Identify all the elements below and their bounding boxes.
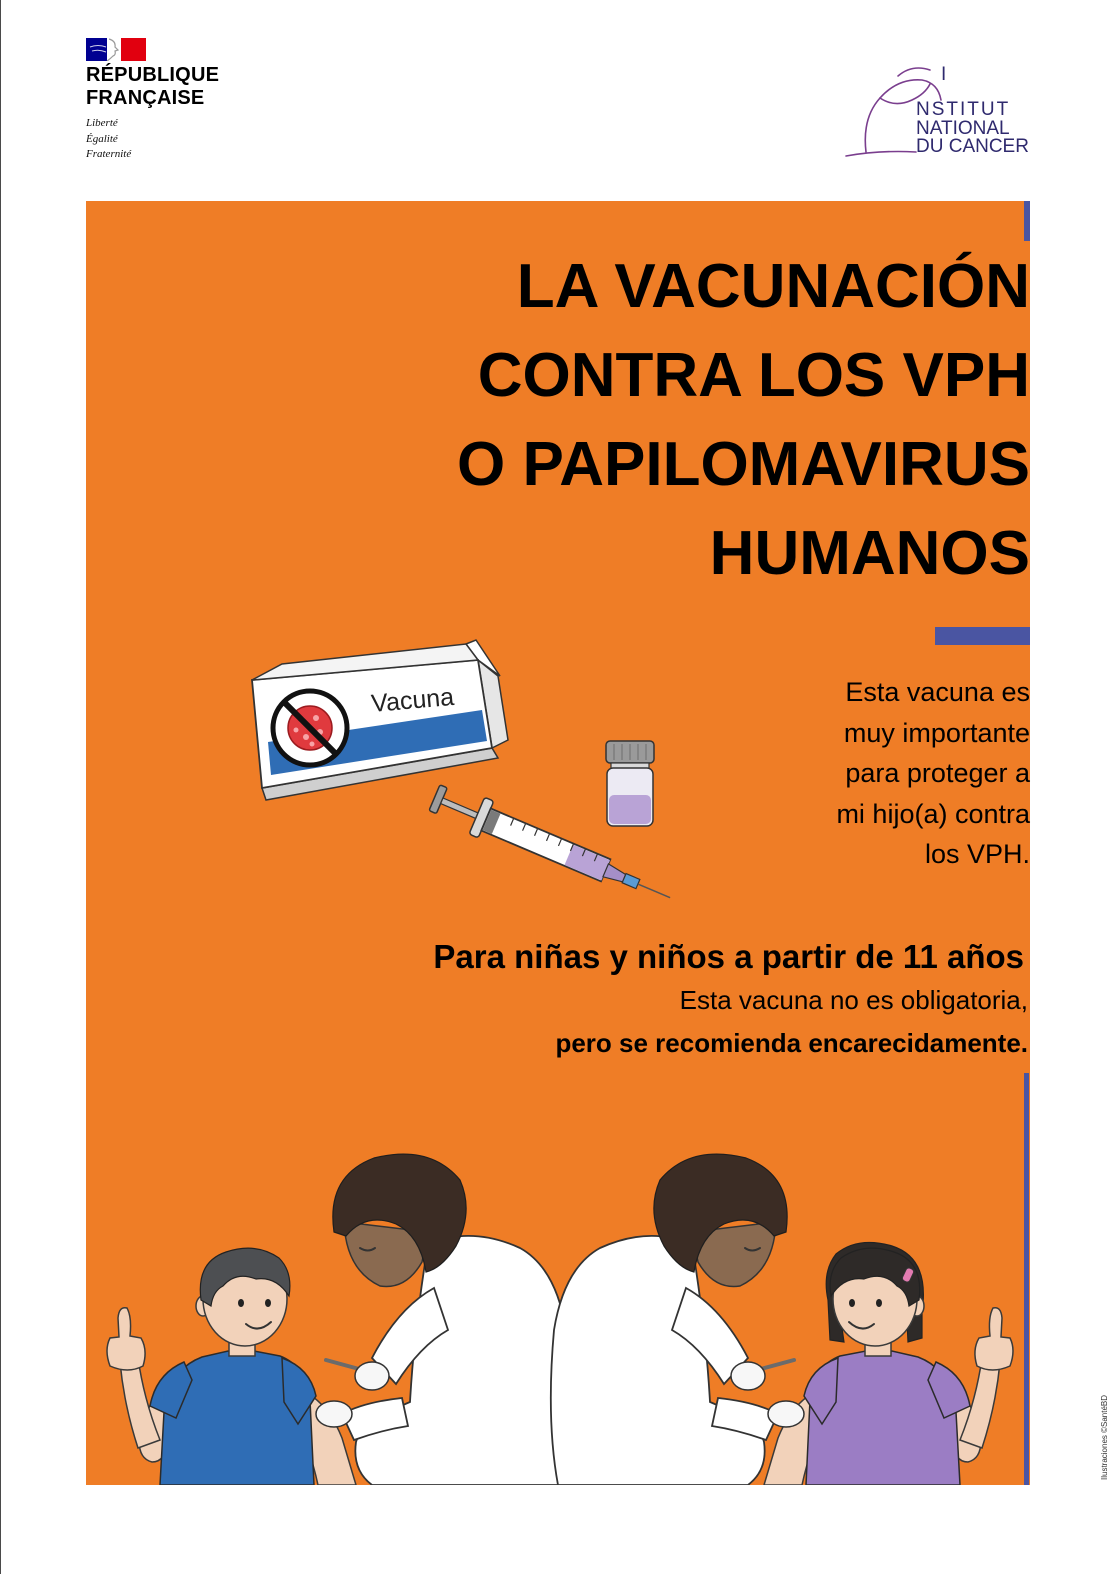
motto-fraternite: Fraternité xyxy=(86,148,132,160)
institute-name-line2: NATIONAL xyxy=(916,117,1010,139)
republic-name xyxy=(86,64,219,110)
importance-message xyxy=(836,672,1030,875)
inca-emblem-base xyxy=(846,152,916,157)
vaccination-scene-illustration xyxy=(86,1140,1030,1485)
accent-bar-divider xyxy=(935,627,1030,645)
virus-dot xyxy=(303,734,309,740)
republic-name-line2: FRANÇAISE xyxy=(86,87,205,109)
vial-icon xyxy=(606,741,654,826)
vaccine-box-icon xyxy=(252,640,508,800)
vial-liquid xyxy=(609,795,651,824)
inca-emblem-top xyxy=(898,68,930,76)
virus-dot xyxy=(313,715,319,721)
box-label: Vacuna xyxy=(370,682,456,718)
no-virus-icon xyxy=(273,691,347,765)
syringe-plunger-rod xyxy=(441,798,480,819)
audience-heading: Para niñas y niños a partir de 11 años xyxy=(433,938,1024,975)
institute-name-line3: DU CANCER xyxy=(916,136,1029,157)
importance-line-4: mi hijo(a) contra xyxy=(836,798,1030,829)
title-line-3: O PAPILOMAVIRUS xyxy=(457,430,1030,499)
importance-line-1: Esta vacuna es xyxy=(845,677,1030,707)
nurse-left xyxy=(316,1154,569,1485)
motto-liberte: Liberté xyxy=(86,117,118,129)
importance-line-2: muy importante xyxy=(843,717,1030,748)
boy xyxy=(107,1248,356,1485)
title-line-4: HUMANOS xyxy=(709,519,1030,588)
virus-dot xyxy=(310,742,315,747)
illustration-credits: Ilustraciones ©SantéBD xyxy=(1100,1394,1109,1480)
poster-title xyxy=(457,242,1030,598)
virus-dot xyxy=(294,728,299,733)
republic-motto xyxy=(86,116,131,163)
accent-bar-top xyxy=(1024,201,1030,241)
optional-note: Esta vacuna no es obligatoria, xyxy=(679,985,1028,1015)
girl-figure xyxy=(764,1248,1013,1485)
girl xyxy=(764,1242,1013,1485)
motto-egalite: Égalité xyxy=(86,132,118,145)
recommendation-note: pero se recomienda encarecidamente. xyxy=(555,1028,1028,1058)
nurse-right xyxy=(551,1154,804,1485)
vaccine-illustration xyxy=(240,635,680,900)
importance-line-3: para proteger a xyxy=(845,758,1030,788)
boy-figure xyxy=(107,1248,356,1485)
importance-line-5: los VPH. xyxy=(924,839,1030,869)
page-edge-line xyxy=(0,0,1,1574)
institute-name xyxy=(916,64,1029,157)
republic-name-line1: RÉPUBLIQUE xyxy=(86,64,220,86)
flag-blue-block xyxy=(86,38,107,61)
title-line-1: LA VACUNACIÓN xyxy=(516,252,1030,321)
flag-red-block xyxy=(121,38,146,61)
title-line-2: CONTRA LOS VPH xyxy=(477,341,1030,410)
syringe-hub xyxy=(622,874,640,889)
syringe-needle xyxy=(638,884,670,898)
institute-name-line1: INSTITUT xyxy=(916,64,1011,120)
marianne-flag-icon xyxy=(86,38,146,61)
